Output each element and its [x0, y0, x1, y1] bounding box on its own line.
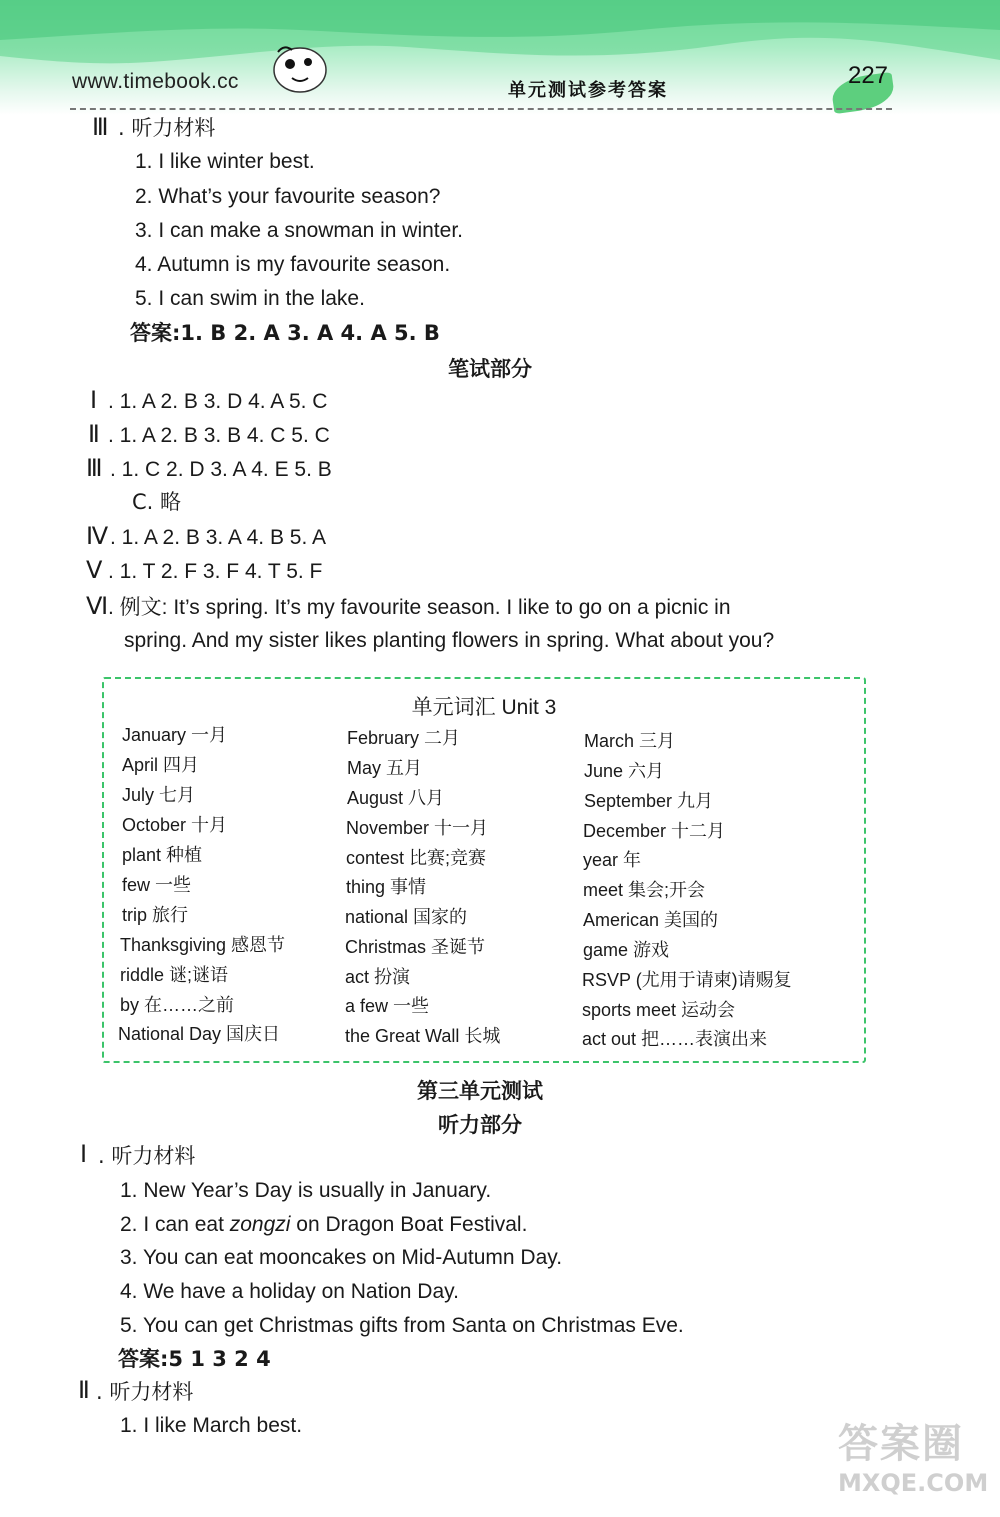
vocab-item: few 一些: [122, 875, 192, 895]
written-part-title: 笔试部分: [448, 357, 532, 381]
listening-line: 1. I like winter best.: [135, 150, 315, 173]
vocab-item: RSVP (尤用于请柬)请赐复: [582, 970, 792, 990]
vocab-item: act 扮演: [345, 967, 411, 987]
vocab-item: February 二月: [347, 728, 461, 748]
vocab-item: meet 集会;开会: [583, 880, 706, 900]
header-title: 单元测试参考答案: [508, 80, 668, 101]
essay-line: . 例文: It’s spring. It’s my favourite season. I like to go on a picnic in: [108, 596, 731, 619]
section3-answer: 答案:1. B 2. A 3. A 4. A 5. B: [130, 321, 440, 345]
vocab-item: September 九月: [584, 791, 714, 811]
page-header: [0, 0, 1000, 115]
vocab-item: the Great Wall 长城: [345, 1026, 501, 1046]
vocab-item: Christmas 圣诞节: [345, 937, 486, 957]
vocab-item: by 在……之前: [120, 995, 235, 1015]
vocab-item: plant 种植: [122, 845, 203, 865]
vocab-item: American 美国的: [583, 910, 719, 930]
mascot-icon: [270, 42, 330, 96]
unit3-subtitle: 听力部分: [438, 1113, 522, 1137]
written-roman: Ⅲ: [86, 456, 103, 482]
vocab-item: contest 比赛;竞赛: [346, 848, 487, 868]
vocab-item: August 八月: [347, 788, 445, 808]
essay-line: spring. And my sister likes planting flowers in spring. What about you?: [124, 629, 775, 652]
section3-roman: Ⅲ: [92, 115, 109, 141]
watermark-logo: 答案圈 MXQE.COM: [838, 1421, 989, 1497]
listening-line: 3. I can make a snowman in winter.: [135, 219, 463, 242]
written-roman: Ⅳ: [86, 524, 109, 550]
vocab-item: national 国家的: [345, 907, 468, 927]
listening-line: 5. I can swim in the lake.: [135, 287, 365, 310]
answer-row: . 1. A 2. B 3. A 4. B 5. A: [110, 526, 326, 549]
vocab-item: January 一月: [122, 725, 228, 745]
listening-line: 3. You can eat mooncakes on Mid-Autumn Day.: [120, 1246, 563, 1269]
unit3-sec1-heading: . 听力材料: [98, 1144, 196, 1168]
vocab-item: riddle 谜;谜语: [120, 965, 229, 985]
written-roman: Ⅵ: [86, 594, 109, 620]
vocab-box: [102, 677, 866, 1063]
site-url: www.timebook.cc: [72, 70, 239, 93]
vocab-item: sports meet 运动会: [582, 1000, 736, 1020]
vocab-item: April 四月: [122, 755, 200, 775]
vocab-item: May 五月: [347, 758, 423, 778]
listening-line: 1. I like March best.: [120, 1414, 303, 1437]
vocab-title: 单元词汇 Unit 3: [411, 696, 557, 719]
vocab-item: trip 旅行: [122, 905, 189, 925]
vocab-item: a few 一些: [345, 996, 430, 1016]
vocab-item: Thanksgiving 感恩节: [120, 935, 286, 955]
unit3-title: 第三单元测试: [417, 1079, 543, 1103]
listening-line: 5. You can get Christmas gifts from Santa on Christmas Eve.: [120, 1314, 684, 1337]
unit3-sec1-answer: 答案:5 1 3 2 4: [118, 1347, 271, 1371]
vocab-item: March 三月: [584, 731, 676, 751]
written-roman: Ⅰ: [90, 388, 98, 414]
answer-row: C. 略: [132, 490, 182, 514]
listening-line: 2. I can eat zongzi on Dragon Boat Festival.: [120, 1213, 528, 1236]
listening-line: 2. What’s your favourite season?: [135, 185, 441, 208]
vocab-item: year 年: [583, 850, 642, 870]
unit3-sec1-roman: Ⅰ: [80, 1142, 88, 1168]
italic-word: zongzi: [229, 1213, 291, 1236]
listening-line: 4. We have a holiday on Nation Day.: [120, 1280, 459, 1303]
vocab-item: act out 把……表演出来: [582, 1029, 768, 1049]
vocab-item: National Day 国庆日: [118, 1024, 281, 1044]
vocab-item: thing 事情: [346, 877, 427, 897]
written-roman: Ⅱ: [88, 422, 100, 448]
vocab-item: November 十一月: [346, 818, 489, 838]
unit3-sec2-roman: Ⅱ: [78, 1378, 90, 1404]
answer-row: . 1. C 2. D 3. A 4. E 5. B: [110, 458, 332, 481]
page-number: 227: [847, 62, 889, 89]
listening-line: 1. New Year’s Day is usually in January.: [120, 1179, 492, 1202]
vocab-item: game 游戏: [583, 940, 670, 960]
vocab-item: June 六月: [584, 761, 665, 781]
vocab-item: October 十月: [122, 815, 228, 835]
section3-heading: . 听力材料: [118, 116, 216, 140]
unit3-sec2-heading: . 听力材料: [96, 1380, 194, 1404]
header-divider: [70, 108, 892, 110]
answer-row: . 1. A 2. B 3. D 4. A 5. C: [108, 390, 328, 413]
answer-row: . 1. T 2. F 3. F 4. T 5. F: [108, 560, 323, 583]
vocab-item: July 七月: [122, 785, 196, 805]
written-roman: Ⅴ: [86, 558, 103, 584]
vocab-item: December 十二月: [583, 821, 726, 841]
answer-row: . 1. A 2. B 3. B 4. C 5. C: [108, 424, 330, 447]
listening-line: 4. Autumn is my favourite season.: [135, 253, 451, 276]
